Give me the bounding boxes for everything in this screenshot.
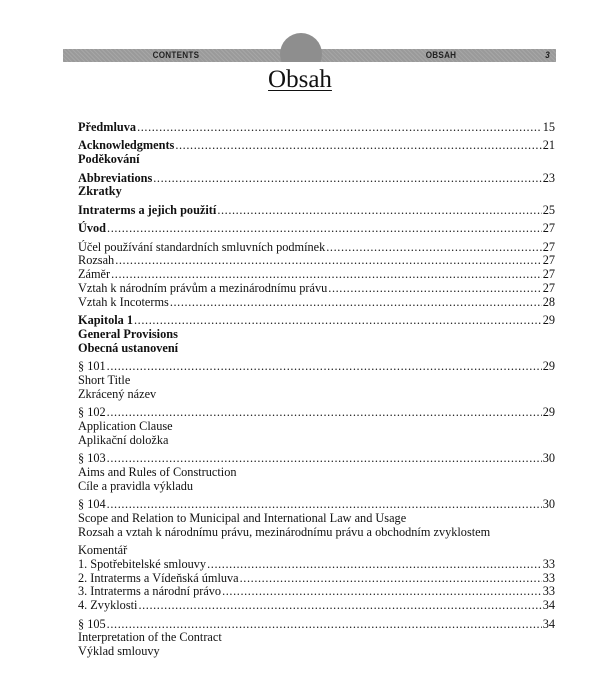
toc-page-number: 27 [542,267,555,282]
toc-entry-title: § 102 [78,405,106,420]
leader-dots [222,585,542,599]
toc-entry-title: Vztah k národním právům a mezinárodnímu právu [78,280,328,295]
toc-group [78,618,555,659]
toc-entry-title: Rozsah a vztah k národnímu právu, mezinárodnímu právu a obchodním zvyklostem [78,524,491,539]
toc-entry [78,374,555,388]
toc-page-number: 34 [542,616,555,631]
toc-page-number: 27 [542,221,555,236]
toc-group [78,314,555,355]
toc-entry-title: Zkrácený název [78,386,157,401]
leader-dots [137,121,542,135]
toc-page-number: 30 [542,451,555,466]
toc-entry [78,342,555,356]
toc-entry [78,388,555,402]
toc-page-number: 33 [542,556,555,571]
toc-entry [78,452,555,466]
toc-entry-title: § 103 [78,451,106,466]
leader-dots [240,572,542,586]
toc-entry-title: § 104 [78,497,106,512]
toc-group [78,544,555,613]
toc-entry [78,406,555,420]
toc-page-number: 33 [542,584,555,599]
toc-entry-title: Intraterms a jejich použití [78,202,217,217]
toc-entry [78,466,555,480]
leader-dots [107,406,542,420]
toc-entry [78,434,555,448]
toc-page-number: 30 [542,497,555,512]
toc-entry [78,420,555,434]
toc-entry [78,599,555,613]
toc-entry [78,498,555,512]
toc-entry [78,618,555,632]
toc-entry [78,254,555,268]
toc-page-number: 29 [542,359,555,374]
toc-entry [78,296,555,310]
toc-entry-title: Interpretation of the Contract [78,630,222,645]
leader-dots [111,268,542,282]
toc-group [78,406,555,447]
toc-page-number: 28 [542,294,555,309]
leader-dots [328,282,541,296]
toc-page-number: 29 [542,313,555,328]
toc-entry [78,153,555,167]
toc-entry-title: 4. Zvyklosti [78,598,138,613]
toc-entry-title: § 105 [78,616,106,631]
leader-dots [107,498,542,512]
toc-entry-title: Rozsah [78,253,115,268]
toc-entry-title: Short Title [78,372,131,387]
leader-dots [153,172,541,186]
toc-group [78,139,555,167]
toc-page-number: 34 [542,598,555,613]
toc-group [78,172,555,200]
toc-entry [78,544,555,558]
toc-entry-title: General Provisions [78,326,178,341]
toc-group [78,452,555,493]
toc-entry-title: Acknowledgments [78,138,175,153]
leader-dots [175,139,541,153]
leader-dots [326,241,541,255]
toc-entry [78,241,555,255]
toc-page-number: 33 [542,570,555,585]
toc-entry-title: Poděkování [78,152,140,167]
leader-dots [107,222,542,236]
toc-entry [78,645,555,659]
toc-page-number: 27 [542,253,555,268]
toc-entry-title: 3. Intraterms a národní právo [78,584,222,599]
toc-group [78,222,555,236]
toc-group [78,204,555,218]
toc-entry [78,139,555,153]
toc-entry [78,222,555,236]
toc-entry-title: 2. Intraterms a Vídeňská úmluva [78,570,239,585]
table-of-contents [78,121,555,659]
toc-entry-title: Aims and Rules of Construction [78,464,237,479]
toc-group [78,498,555,539]
toc-entry-title: Zkratky [78,184,122,199]
header-right-label: OBSAH [425,50,457,60]
toc-page-number: 25 [542,202,555,217]
toc-entry-title: 1. Spotřebitelské smlouvy [78,556,207,571]
page-number: 3 [545,50,551,60]
leader-dots [217,204,541,218]
toc-entry-title: Cíle a pravidla výkladu [78,478,194,493]
toc-page-number: 27 [542,280,555,295]
toc-page-number: 21 [542,138,555,153]
toc-entry-title: Aplikační doložka [78,432,169,447]
toc-page-number: 27 [542,239,555,254]
toc-entry [78,268,555,282]
toc-entry [78,204,555,218]
toc-page-number: 15 [542,120,555,134]
header-left-label: CONTENTS [152,50,200,60]
leader-dots [115,254,542,268]
toc-entry [78,480,555,494]
toc-entry [78,585,555,599]
toc-entry [78,631,555,645]
toc-entry-title: Application Clause [78,418,173,433]
page-title [0,66,600,94]
toc-entry [78,526,555,540]
page-title-text: Obsah [268,66,332,93]
toc-entry-title: § 101 [78,359,106,374]
toc-group [78,121,555,135]
leader-dots [134,314,542,328]
leader-dots [138,599,541,613]
toc-entry [78,328,555,342]
toc-entry [78,572,555,586]
toc-entry-title: Záměr [78,267,111,282]
toc-entry [78,314,555,328]
toc-page-number: 23 [542,170,555,185]
toc-entry [78,185,555,199]
toc-page-number: 29 [542,405,555,420]
toc-entry-title: Úvod [78,221,107,236]
toc-entry-title: Obecná ustanovení [78,340,179,355]
toc-entry-title: Vztah k Incoterms [78,294,169,309]
toc-entry-title: Komentář [78,543,128,558]
toc-entry [78,172,555,186]
toc-entry [78,282,555,296]
toc-group [78,241,555,310]
toc-entry [78,512,555,526]
toc-entry-title: Scope and Relation to Municipal and International Law and Usage [78,510,407,525]
leader-dots [207,558,542,572]
toc-entry-title: Výklad smlouvy [78,644,160,659]
toc-entry-title: Předmluva [78,120,137,134]
leader-dots [107,452,542,466]
leader-dots [170,296,542,310]
toc-entry [78,558,555,572]
leader-dots [107,618,542,632]
toc-entry [78,121,555,135]
toc-entry-title: Abbreviations [78,170,153,185]
toc-entry-title: Kapitola 1 [78,313,133,328]
toc-entry [78,360,555,374]
toc-group [78,360,555,401]
leader-dots [107,360,542,374]
toc-entry-title: Účel používání standardních smluvních podmínek [78,239,326,254]
